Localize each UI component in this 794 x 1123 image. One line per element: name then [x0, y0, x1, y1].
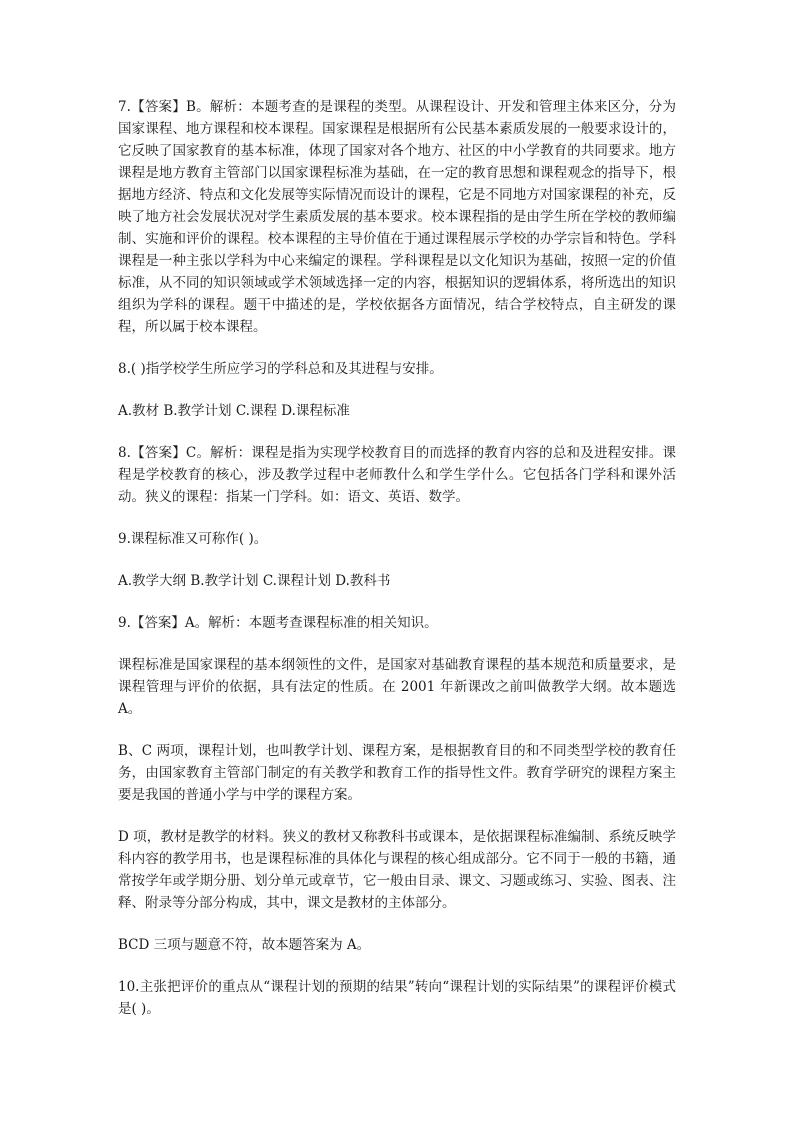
question-9-options: A.教学大纲 B.教学计划 C.课程计划 D.教科书	[118, 573, 391, 589]
question-10-stem: 10.主张把评价的重点从“课程计划的预期的结果”转向“课程计划的实际结果”的课程评价模式是( )。	[118, 979, 676, 1017]
answer-9-header: 9.【答案】A。解析：本题考查课程标准的相关知识。	[118, 615, 438, 631]
question-8-stem: 8.( )指学校学生所应学习的学科总和及其进程与安排。	[118, 361, 443, 377]
question-9-stem: 9.课程标准又可称作( )。	[118, 531, 268, 547]
answer-9-conclusion: BCD 三项与题意不符，故本题答案为 A。	[118, 937, 371, 953]
answer-9-explanation-bc: B、C 两项，课程计划，也叫教学计划、课程方案，是根据教育目的和不同类型学校的教育任务，由国家教育主管部门制定的有关教学和教育工作的指导性文件。教育学研究的课程方案主要是我国的普通小学与中学的课程方案。	[118, 743, 676, 803]
document-page	[118, 96, 676, 1040]
question-8-options: A.教材 B.教学计划 C.课程 D.课程标准	[118, 403, 350, 419]
answer-7-explanation: 7.【答案】B。解析：本题考查的是课程的类型。从课程设计、开发和管理主体来区分，分为国家课程、地方课程和校本课程。国家课程是根据所有公民基本素质发展的一般要求设计的，它反映了国家教育的基本标准，体现了国家对各个地方、社区的中小学教育的共同要求。地方课程是地方教育主管部门以国家课程标准为基础，在一定的教育思想和课程观念的指导下，根据地方经济、特点和文化发展等实际情况而设计的课程，它是不同地方对国家课程的补充，反映了地方社会发展状况对学生素质发展的基本要求。校本课程指的是由学生所在学校的教师编制、实施和评价的课程。校本课程的主导价值在于通过课程展示学校的办学宗旨和特色。学科课程是一种主张以学科为中心来编定的课程。学科课程是以文化知识为基础，按照一定的价值标准，从不同的知识领域或学术领域选择一定的内容，根据知识的逻辑体系，将所选出的知识组织为学科的课程。题干中描述的是，学校依据各方面情况，结合学校特点，自主研发的课程，所以属于校本课程。	[118, 99, 676, 335]
answer-9-explanation-d: D 项，教材是教学的材料。狭义的教材又称教科书或课本，是依据课程标准编制、系统反映学科内容的教学用书，也是课程标准的具体化与课程的核心组成部分。它不同于一般的书籍，通常按学年或学期分册、划分单元或章节，它一般由目录、课文、习题或练习、实验、图表、注释、附录等分部分构成，其中，课文是教材的主体部分。	[118, 829, 676, 911]
answer-8-explanation: 8.【答案】C。解析：课程是指为实现学校教育目的而选择的教育内容的总和及进程安排。课程是学校教育的核心，涉及教学过程中老师教什么和学生学什么。它包括各门学科和课外活动。狭义的课程：指某一门学科。如：语文、英语、数学。	[118, 445, 676, 505]
answer-9-explanation-a: 课程标准是国家课程的基本纲领性的文件，是国家对基础教育课程的基本规范和质量要求，是课程管理与评价的依据，具有法定的性质。在 2001 年新课改之前叫做教学大纲。故本题选 A。	[118, 657, 676, 717]
